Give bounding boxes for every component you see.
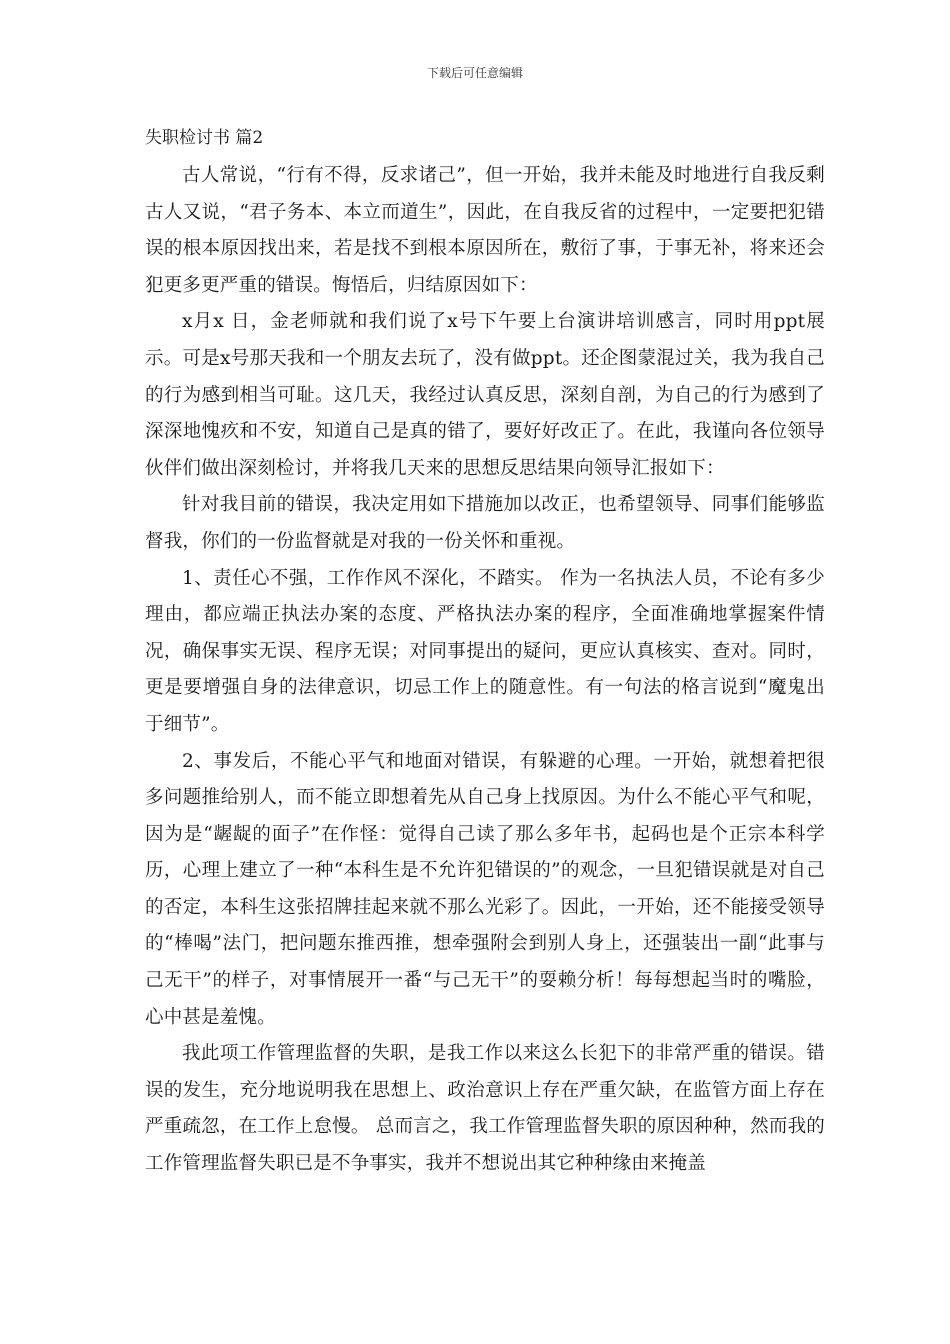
paragraph-5: 2、事发后，不能心平气和地面对错误，有躲避的心理。一开始，就想着把很多问题推给别人，而不能立即想着先从自己身上找原因。为什么不能心平气和呢，因为是“龌龊的面子”在作怪：觉得自己读了那么多年书，起码也是个正宗本科学历，心理上建立了一种“本科生是不允许犯错误的”的观念，一旦犯错误就是对自己的否定，本科生这张招牌挂起来就不那么光彩了。因此，一开始，还不能接受领导的“棒喝”法门，把问题东推西推，想牵强附会到别人身上，还强装出一副“此事与己无干”的样子，对事情展开一番“与己无干”的耍赖分析！每每想起当时的嘴脸，心中甚是羞愧。	[145, 750, 825, 1028]
paragraph-3: 针对我目前的错误，我决定用如下措施加以改正，也希望领导、同事们能够监督我，你们的一份监督就是对我的一份关怀和重视。	[145, 494, 825, 552]
paragraph-2: x月x 日，金老师就和我们说了x号下午要上台演讲培训感言，同时用ppt展示。可是x号那天我和一个朋友去玩了，没有做ppt。还企图蒙混过关，我为我自己的行为感到相当可耻。这几天，我经过认真反思，深刻自剖，为自己的行为感到了深深地愧疚和不安，知道自己是真的错了，要好好改正了。在此，我谨向各位领导伙伴们做出深刻检讨，并将我几天来的思想反思结果向领导汇报如下：	[145, 311, 825, 479]
document-title: 失职检讨书 篇2	[145, 128, 264, 148]
paragraph-6: 我此项工作管理监督的失职，是我工作以来这么长犯下的非常严重的错误。错误的发生，充分地说明我在思想上、政治意识上存在严重欠缺，在监管方面上存在严重疏忽，在工作上怠慢。 总而言之，我工作管理监督失职的原因种种，然而我的工作管理监督失职已是不争事实，我并不想说出其它种种缘由来掩盖	[145, 1043, 825, 1175]
paragraph-1: 古人常说，“行有不得，反求诸己”，但一开始，我并未能及时地进行自我反剩古人又说，“君子务本、本立而道生”，因此，在自我反省的过程中，一定要把犯错误的根本原因找出来，若是找不到根本原因所在，敷衍了事，于事无补，将来还会犯更多更严重的错误。悔悟后，归结原因如下：	[145, 165, 825, 296]
page-header: 下载后可任意编辑	[426, 66, 523, 80]
paragraph-4: 1、责任心不强，工作作风不深化，不踏实。 作为一名执法人员，不论有多少理由，都应端正执法办案的态度、严格执法办案的程序，全面准确地掌握案件情况，确保事实无误、程序无误；对同事提出的疑问，更应认真核实、查对。同时，更是要增强自身的法律意识，切忌工作上的随意性。有一句法的格言说到“魔鬼出于细节”。	[145, 567, 825, 735]
document-body	[145, 122, 825, 1183]
